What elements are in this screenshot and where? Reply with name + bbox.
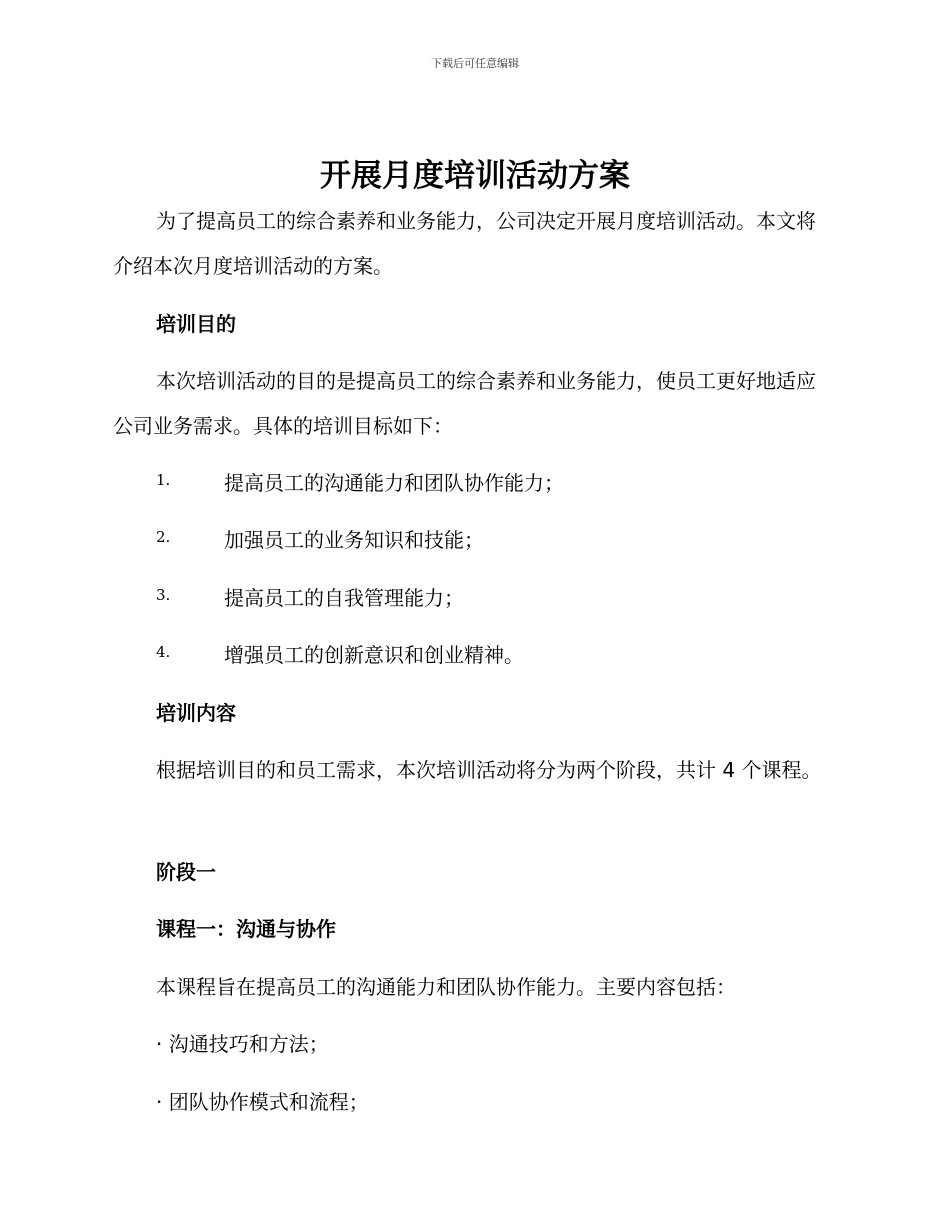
course-heading: 课程一：沟通与协作 <box>156 917 336 941</box>
list-text: 加强员工的业务知识和技能； <box>224 528 484 552</box>
list-item <box>156 469 836 497</box>
bullet-item: · 沟通技巧和方法； <box>156 1032 329 1056</box>
intro-paragraph: 为了提高员工的综合素养和业务能力，公司决定开展月度培训活动。本文将介绍本次月度培训活动的方案。 <box>113 209 816 278</box>
list-number: 1. <box>156 471 171 489</box>
bullet-item: · 团队协作模式和流程； <box>156 1090 369 1114</box>
list-number: 2. <box>156 528 171 546</box>
document-title: 开展月度培训活动方案 <box>320 158 630 194</box>
list-item <box>156 641 836 669</box>
section-heading-content: 培训内容 <box>156 701 236 725</box>
purpose-paragraph: 本次培训活动的目的是提高员工的综合素养和业务能力，使员工更好地适应公司业务需求。具体的培训目标如下： <box>113 369 816 438</box>
list-text: 提高员工的沟通能力和团队协作能力； <box>224 471 564 495</box>
course-description: 本课程旨在提高员工的沟通能力和团队协作能力。主要内容包括： <box>156 975 736 999</box>
list-text: 增强员工的创新意识和创业精神。 <box>224 643 524 667</box>
list-number: 3. <box>156 586 171 604</box>
header-note: 下载后可任意编辑 <box>431 57 519 70</box>
stage-heading: 阶段一 <box>156 860 216 884</box>
list-number: 4. <box>156 643 171 661</box>
list-item <box>156 584 836 612</box>
content-paragraph: 根据培训目的和员工需求，本次培训活动将分为两个阶段，共计 4 个课程。 <box>156 758 822 782</box>
section-heading-purpose: 培训目的 <box>156 312 236 336</box>
list-text: 提高员工的自我管理能力； <box>224 586 464 610</box>
list-item <box>156 526 836 554</box>
